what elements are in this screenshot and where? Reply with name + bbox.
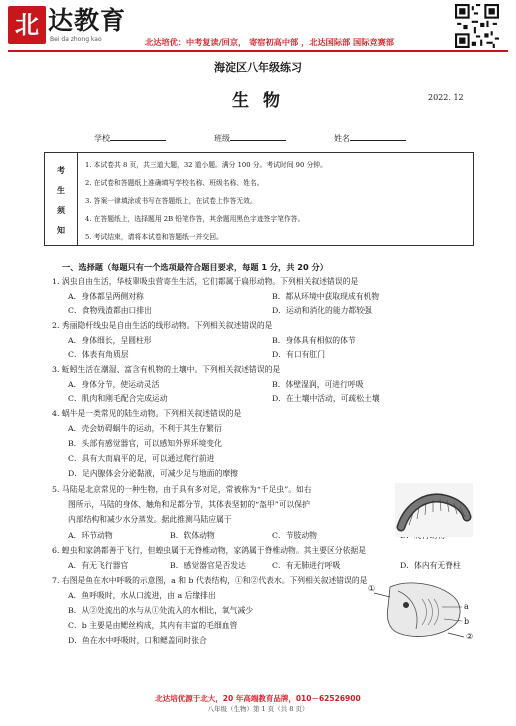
notice-label-char: 生 [57,185,65,195]
option-a[interactable]: A．有无飞行器官 [68,561,129,570]
footer-slogan: 北达培优源于北大，20 年高端教育品牌，010－62526900 [155,694,361,703]
exam-subject: 生 物 [232,91,284,111]
logo-mark: 北 [8,6,46,44]
school-label: 学校 [94,134,110,143]
question-stem: 7. 右图是鱼在水中呼吸的示意图，a 和 b 代表结构，①和②代表水。下列相关叙述错误的是 [52,576,368,585]
question-stem: 5. 马陆是北京常见的一种生物，由于具有多对足，常被称为“千足虫”。如右 [52,485,312,494]
notice-label-char: 知 [57,225,65,235]
option-c[interactable]: C．肌肉和刚毛配合完成运动 [68,394,168,403]
option-c[interactable]: C．有无肺进行呼吸 [272,561,341,570]
option-c[interactable]: C．体表有角质层 [68,350,129,359]
question-stem-line: 内部结构和减少水分蒸发。据此推测马陆应属于 [68,515,232,524]
fish-label-b: b [464,617,470,626]
option-d[interactable]: D．体内有无脊柱 [400,561,461,570]
option-a[interactable]: A．身体细长，呈圆柱形 [68,336,152,345]
section-heading: 一、选择题（每题只有一个选项最符合题目要求，每题 1 分，共 20 分） [62,262,328,272]
notice-item: 4. 在答题纸上，选择题用 2B 铅笔作答，其余题用黑色字迹签字笔作答。 [85,215,305,223]
notice-item: 2. 在试卷和答题纸上准确填写学校名称、班级名称、姓名。 [85,179,264,187]
option-b[interactable]: B．都从环境中获取现成有机物 [272,292,380,301]
qr-code-icon [455,4,499,48]
header-slogan: 北达培优：中考复读/回京， 寄宿初高中部 ，北达国际部 国际竞赛部 [145,37,394,47]
option-c[interactable]: C．食物残渣都由口排出 [68,306,152,315]
option-b[interactable]: B．从②处流出的水与从①处流入的水相比，氧气减少 [68,606,254,615]
class-blank[interactable] [230,132,286,141]
option-a[interactable]: A．环节动物 [68,531,113,540]
notice-item: 1. 本试卷共 8 页，共三道大题，32 道小题。满分 100 分。考试时间 90 分钟。 [85,161,327,169]
class-label: 班级 [214,134,230,143]
fish-label-2: ② [466,632,474,641]
option-a[interactable]: A．身体都呈两侧对称 [68,292,144,301]
option-d[interactable]: D．运动和消化的能力都较强 [272,306,372,315]
question-stem-line: 图所示，马陆的身体、触角和足都分节，其体表坚韧的“盔甲”可以保护 [68,500,310,509]
header-divider [8,50,508,52]
option-d[interactable]: D．在土壤中活动，可疏松土壤 [272,394,380,403]
question-stem: 3. 蚯蚓生活在潮湿、富含有机物的土壤中。下列相关叙述错误的是 [52,365,281,374]
school-field[interactable] [94,132,166,144]
option-d[interactable]: D．足内腺体会分泌黏液，可减少足与地面的摩擦 [68,469,238,478]
notice-item: 3. 答案一律填涂或书写在答题纸上，在试卷上作答无效。 [85,197,257,205]
school-blank[interactable] [110,132,166,141]
option-b[interactable]: B．感觉器官是否发达 [170,561,246,570]
notice-item: 5. 考试结束，请将本试卷和答题纸一并交回。 [85,233,223,241]
notice-label [45,153,78,245]
question-stem: 6. 蝗虫和家鸽都善于飞行，但蝗虫属于无脊椎动物，家鸽属于脊椎动物。其主要区分依据是 [52,546,366,555]
option-c[interactable]: C．具有大而扁平的足，可以通过爬行前进 [68,454,215,463]
option-d[interactable]: D．鱼在水中呼吸时，口和鳃盖同时张合 [68,636,207,645]
millipede-figure [395,483,473,537]
logo-pinyin: Bei da zhong kao [50,36,102,43]
page-number: 八年级（生物）第 1 页（共 8 页） [207,705,309,713]
question-stem: 1. 涡虫自由生活，华枝睾吸虫营寄生生活，它们都属于扁形动物。下列相关叙述错误的是 [52,277,359,286]
fish-respiration-figure [368,577,478,643]
notice-label-char: 须 [57,205,65,215]
class-field[interactable] [214,132,286,144]
fish-label-a: a [464,602,469,611]
option-b[interactable]: B．体壁湿润，可进行呼吸 [272,380,364,389]
option-c[interactable]: C．b 主要是由鳃丝构成，其内有丰富的毛细血管 [68,621,238,630]
notice-label-char: 考 [57,165,65,175]
question-stem: 4. 蜗牛是一类常见的陆生动物。下列相关叙述错误的是 [52,409,242,418]
notice-box [44,152,474,246]
option-a[interactable]: A．壳会妨碍蜗牛的运动，不利于其生存繁衍 [68,424,222,433]
option-b[interactable]: B．身体具有相似的体节 [272,336,356,345]
name-label: 姓名 [334,134,350,143]
option-a[interactable]: A．鱼呼吸时，水从口流进，由 a 后缘排出 [68,591,216,600]
option-b[interactable]: B．软体动物 [170,531,215,540]
exam-date: 2022. 12 [428,93,464,102]
fish-label-1: ① [368,584,376,593]
question-stem: 2. 秀丽隐杆线虫是自由生活的线形动物。下列相关叙述错误的是 [52,321,273,330]
name-blank[interactable] [350,132,406,141]
name-field[interactable] [334,132,406,144]
exam-title: 海淀区八年级练习 [214,61,302,74]
option-d[interactable]: D．有口有肛门 [272,350,326,359]
logo-text: 达教育 [48,6,127,35]
option-b[interactable]: B．头部有感觉器官，可以感知外界环境变化 [68,439,222,448]
option-c[interactable]: C．节肢动物 [272,531,317,540]
option-a[interactable]: A．身体分节，使运动灵活 [68,380,160,389]
